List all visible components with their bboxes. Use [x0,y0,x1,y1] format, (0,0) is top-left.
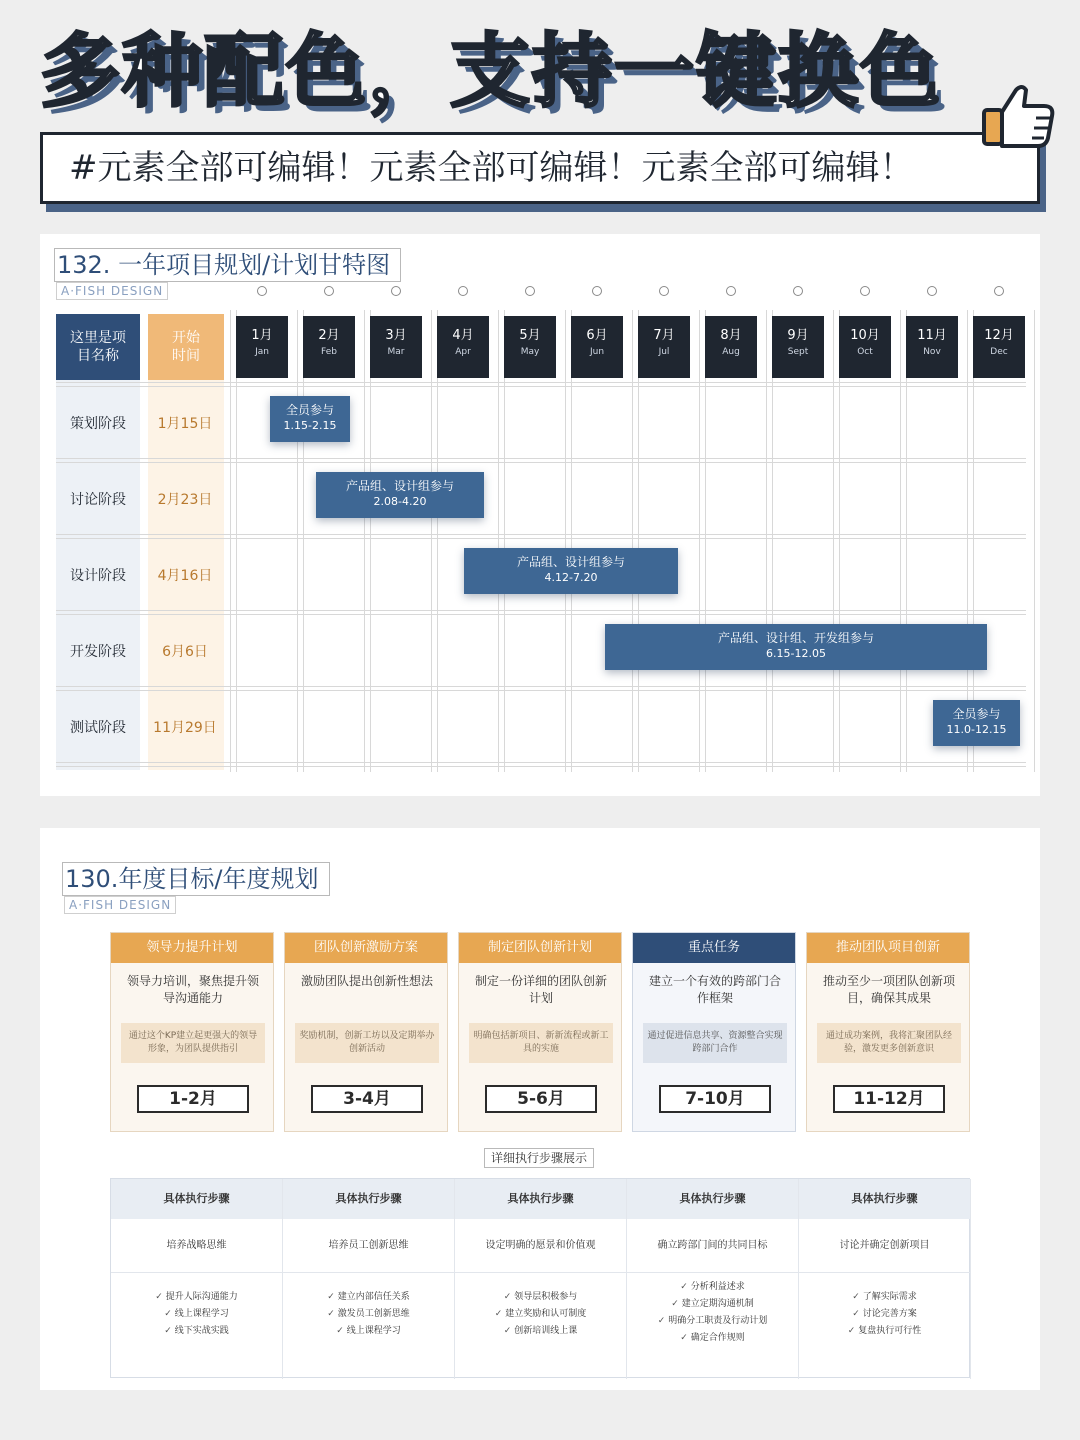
month-header[interactable] [906,316,958,378]
grid-vline [900,310,901,772]
steps-goal: 讨论并确定创新项目 [799,1219,970,1273]
steps-list [799,1289,970,1340]
start-time-header[interactable] [148,314,224,380]
rotate-handle-icon[interactable] [860,286,870,296]
steps-list [627,1279,798,1347]
month-name: Apr [455,347,471,357]
month-number: 12月 [984,328,1014,343]
goal-description: 推动至少一项团队创新项目，确保其成果 [822,974,955,1005]
steps-header: 具体执行步骤 [627,1179,798,1219]
month-number: 11月 [917,328,947,343]
rotate-handle-icon[interactable] [994,286,1004,296]
steps-goal: 培养战略思维 [111,1219,282,1273]
steps-goal: 设定明确的愿景和价值观 [455,1219,626,1273]
month-number: 3月 [385,328,407,343]
month-number: 5月 [519,328,541,343]
steps-goal: 培养员工创新思维 [283,1219,454,1273]
goal-card[interactable] [632,932,796,1132]
detail-steps-label[interactable]: 详细执行步骤展示 [484,1148,594,1168]
stage-start-date[interactable]: 11月29日 [153,720,217,736]
gantt-bar[interactable] [605,624,987,670]
steps-list [455,1289,626,1340]
month-number: 7月 [653,328,675,343]
goal-title: 制定团队创新计划 [459,933,621,963]
month-name: Nov [923,347,941,357]
month-number: 1月 [251,328,273,343]
grid-hline [56,462,1026,463]
annual-plan-card [40,828,1040,1390]
month-number: 8月 [720,328,742,343]
rotate-handle-icon[interactable] [391,286,401,296]
grid-vline [504,310,505,772]
steps-item: ✓ 提升人际沟通能力 [111,1289,282,1306]
grid-vline [638,310,639,772]
grid-hline [56,614,1026,615]
rotate-handle-icon[interactable] [659,286,669,296]
month-header[interactable] [705,316,757,378]
start-time-label: 开始时间 [172,330,200,364]
grid-hline [56,690,1026,691]
steps-item: ✓ 复盘执行可行性 [799,1323,970,1340]
goal-months: 11-12月 [833,1085,945,1113]
grid-vline [303,310,304,772]
goal-note: 通过这个KP建立起更强大的领导形象，为团队提供指引 [121,1023,265,1063]
steps-header: 具体执行步骤 [283,1179,454,1219]
steps-list [111,1289,282,1340]
grid-vline [236,310,237,772]
steps-column [283,1179,455,1379]
rotate-handle-icon[interactable] [257,286,267,296]
month-name: Dec [990,347,1008,357]
grid-hline [56,686,1026,687]
headline: 多种配色，支持一键换色 [40,25,942,118]
grid-vline [699,310,700,772]
steps-item: ✓ 线下实战实践 [111,1323,282,1340]
grid-vline [364,310,365,772]
project-name-header[interactable] [56,314,140,380]
month-number: 4月 [452,328,474,343]
steps-item: ✓ 建立定期沟通机制 [627,1296,798,1313]
steps-item: ✓ 创新培训线上课 [455,1323,626,1340]
bar-range: 6.15-12.05 [766,647,826,660]
grid-vline [431,310,432,772]
month-header[interactable] [772,316,824,378]
goal-title: 推动团队项目创新 [807,933,969,963]
month-header[interactable] [303,316,355,378]
steps-column [111,1179,283,1379]
grid-vline [437,310,438,772]
month-header[interactable] [504,316,556,378]
steps-item: ✓ 讨论完善方案 [799,1306,970,1323]
rotate-handle-icon[interactable] [793,286,803,296]
steps-item: ✓ 线上课程学习 [283,1323,454,1340]
plan-title[interactable]: 130.年度目标/年度规划 [62,862,330,896]
gantt-bar[interactable] [464,548,678,594]
grid-vline [498,310,499,772]
grid-vline [839,310,840,772]
month-header[interactable] [638,316,690,378]
grid-vline [565,310,566,772]
bar-label: 产品组、设计组参与 [516,555,625,569]
month-number: 6月 [586,328,608,343]
stage-start-date[interactable]: 2月23日 [157,492,213,508]
goal-card[interactable] [806,932,970,1132]
rotate-handle-icon[interactable] [726,286,736,296]
thumbs-up-icon [978,76,1060,158]
goal-title: 领导力提升计划 [111,933,273,963]
month-name: Oct [857,347,873,357]
steps-item: ✓ 线上课程学习 [111,1306,282,1323]
gantt-bar[interactable] [270,396,350,442]
month-number: 2月 [318,328,340,343]
month-name: Feb [321,347,337,357]
rotate-handle-icon[interactable] [592,286,602,296]
steps-item: ✓ 领导层积极参与 [455,1289,626,1306]
grid-vline [230,310,231,772]
grid-hline [56,534,1026,535]
goal-title: 重点任务 [633,933,795,963]
steps-header: 具体执行步骤 [455,1179,626,1219]
month-name: Jun [589,347,605,357]
bar-range: 1.15-2.15 [283,419,337,432]
steps-column [799,1179,971,1379]
steps-item: ✓ 激发员工创新思维 [283,1306,454,1323]
month-number: 10月 [850,328,880,343]
project-name-label: 这里是项目名称 [70,330,126,364]
grid-hline [56,610,1026,611]
bar-range: 11.0-12.15 [946,723,1007,736]
steps-item: ✓ 分析利益述求 [627,1279,798,1296]
stage-name[interactable]: 测试阶段 [70,720,126,736]
steps-column [455,1179,627,1379]
grid-vline [571,310,572,772]
steps-list [283,1289,454,1340]
grid-hline [56,458,1026,459]
goal-description: 建立一个有效的跨部门合作框架 [648,974,781,1005]
goal-months: 3-4月 [311,1085,423,1113]
goal-months: 7-10月 [659,1085,771,1113]
bar-label: 全员参与 [285,403,334,417]
rotate-handle-icon[interactable] [324,286,334,296]
gantt-brand: A·FISH DESIGN [56,282,168,300]
goal-note: 通过成功案例，我将汇聚团队经验，激发更多创新意识 [817,1023,961,1063]
bar-range: 4.12-7.20 [544,571,598,584]
gantt-title[interactable]: 132. 一年项目规划/计划甘特图 [54,248,401,282]
stage-start-date[interactable]: 6月6日 [162,644,208,660]
goal-card[interactable] [284,932,448,1132]
rotate-handle-icon[interactable] [525,286,535,296]
month-header[interactable] [571,316,623,378]
goal-note: 明确包括新项目、新新流程或新工具的实施 [469,1023,613,1063]
month-name: Sept [787,347,809,357]
goal-title: 团队创新激励方案 [285,933,447,963]
bar-label: 产品组、设计组参与 [345,479,454,493]
stage-start-date[interactable]: 1月15日 [157,416,213,432]
stage-name[interactable]: 策划阶段 [70,416,126,432]
gantt-bar[interactable] [316,472,484,518]
steps-item: ✓ 明确分工职责及行动计划 [627,1313,798,1330]
grid-vline [833,310,834,772]
month-header[interactable] [370,316,422,378]
month-name: Mar [387,347,405,357]
gantt-bar[interactable] [933,700,1020,746]
stage-name[interactable]: 开发阶段 [70,644,126,660]
goal-months: 1-2月 [137,1085,249,1113]
grid-hline [56,538,1026,539]
stage-name[interactable]: 设计阶段 [70,568,126,584]
plan-brand: A·FISH DESIGN [64,896,176,914]
steps-item: ✓ 建立奖励和认可制度 [455,1306,626,1323]
month-header[interactable] [839,316,891,378]
month-name: Jan [255,347,269,357]
grid-vline [632,310,633,772]
grid-hline [56,386,1026,387]
bar-label: 全员参与 [952,707,1001,721]
steps-item: ✓ 了解实际需求 [799,1289,970,1306]
subtitle-box: #元素全部可编辑！元素全部可编辑！元素全部可编辑！ [40,132,1040,204]
steps-item: ✓ 确定合作规则 [627,1330,798,1347]
month-header[interactable] [973,316,1025,378]
stage-start-date[interactable]: 4月16日 [157,568,213,584]
goal-note: 奖励机制，创新工坊以及定期举办创新活动 [295,1023,439,1063]
month-name: Jul [658,347,670,357]
rotate-handle-icon[interactable] [458,286,468,296]
grid-hline [56,766,1026,767]
goal-description: 制定一份详细的团队创新计划 [474,974,607,1005]
grid-vline [705,310,706,772]
steps-table [110,1178,970,1378]
bar-range: 2.08-4.20 [373,495,427,508]
steps-goal: 确立跨部门间的共同目标 [627,1219,798,1273]
month-name: Aug [722,347,740,357]
goal-note: 通过促进信息共享、资源整合实现跨部门合作 [643,1023,787,1063]
month-name: May [520,347,540,357]
grid-vline [297,310,298,772]
bar-label: 产品组、设计组、开发组参与 [717,631,874,645]
grid-vline [370,310,371,772]
grid-hline [56,762,1026,763]
gantt-chart-card [40,234,1040,796]
goal-card[interactable] [110,932,274,1132]
steps-item: ✓ 建立内部信任关系 [283,1289,454,1306]
month-number: 9月 [787,328,809,343]
month-header[interactable] [236,316,288,378]
grid-vline [1034,310,1035,772]
goal-months: 5-6月 [485,1085,597,1113]
rotate-handle-icon[interactable] [927,286,937,296]
stage-name[interactable]: 讨论阶段 [70,492,126,508]
grid-vline [772,310,773,772]
steps-header: 具体执行步骤 [111,1179,282,1219]
goal-description: 领导力培训，聚焦提升领导沟通能力 [126,974,259,1005]
grid-hline [56,382,1026,383]
goal-card[interactable] [458,932,622,1132]
grid-vline [766,310,767,772]
goal-description: 激励团队提出创新性想法 [300,974,433,988]
steps-column [627,1179,799,1379]
steps-header: 具体执行步骤 [799,1179,970,1219]
grid-vline [906,310,907,772]
month-header[interactable] [437,316,489,378]
